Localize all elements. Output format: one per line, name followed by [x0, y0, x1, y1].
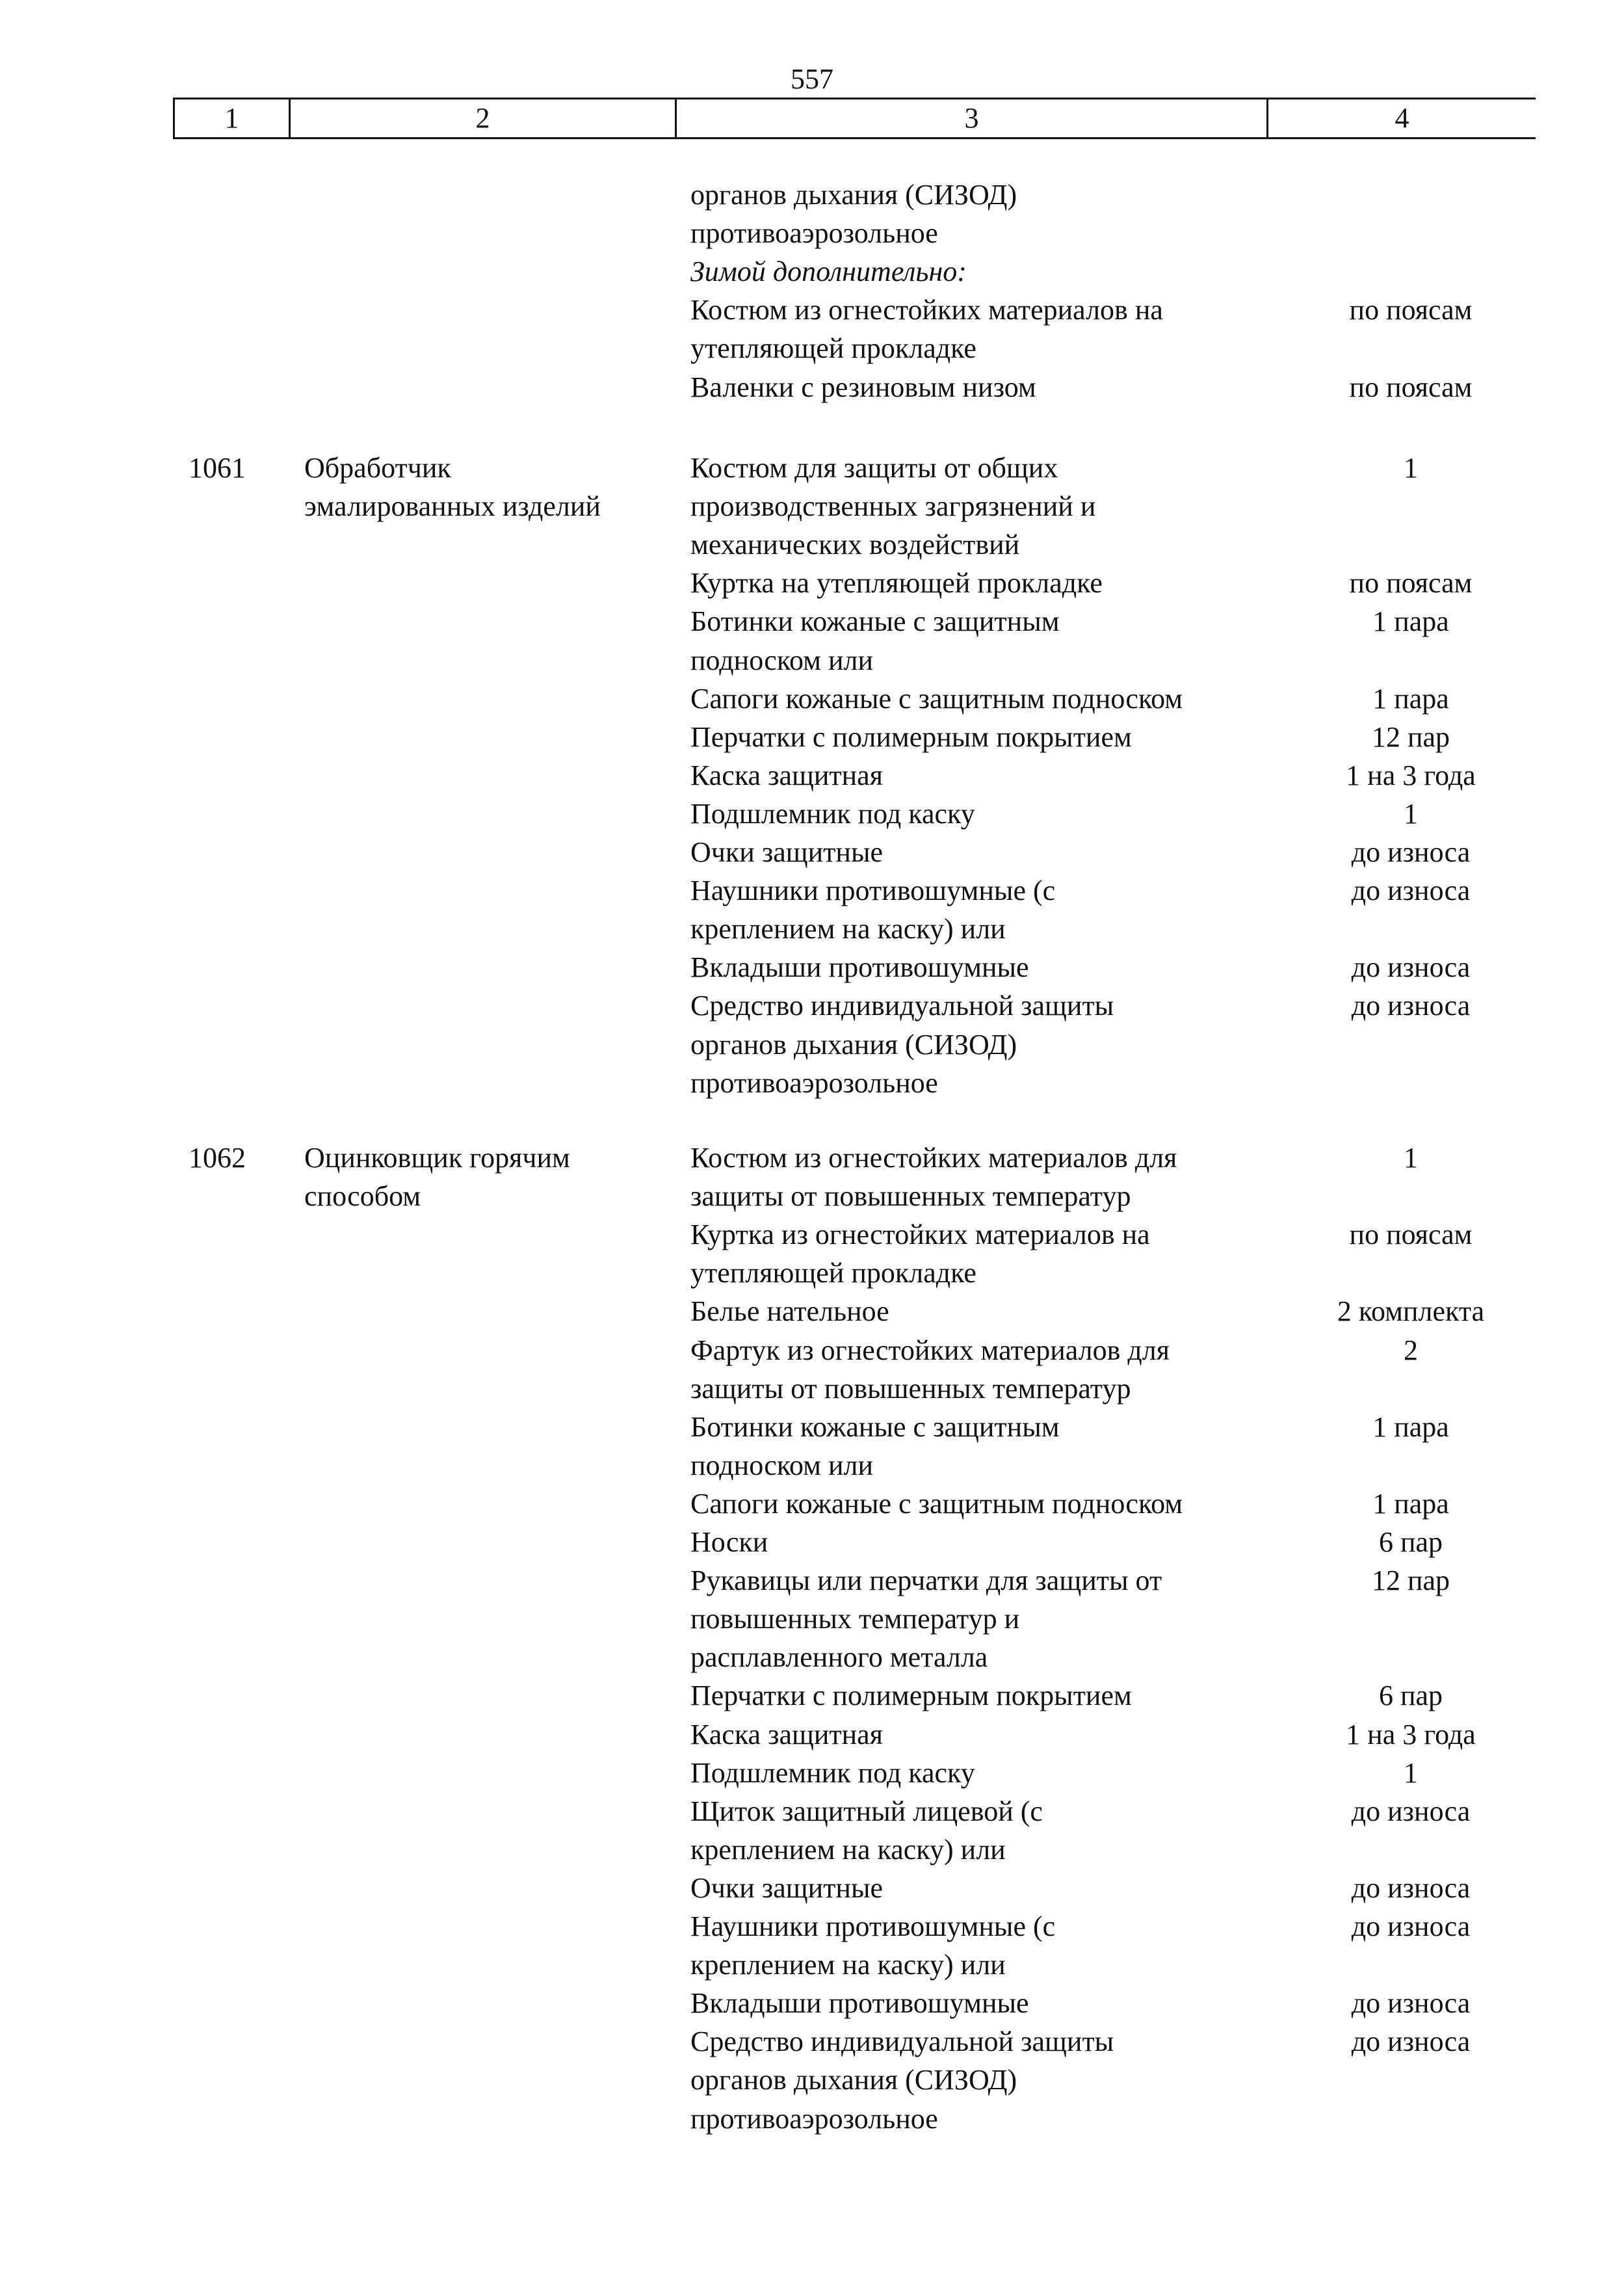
- ppe-item-line: Наушники противошумные (с: [690, 875, 1056, 907]
- ppe-item-line: повышенных температур и: [690, 1603, 1020, 1635]
- ppe-item-line: Вкладыши противошумные: [690, 951, 1029, 984]
- ppe-item-line: Фартук из огнестойких материалов для: [690, 1334, 1170, 1366]
- ppe-item-line: противоаэрозольное: [690, 217, 938, 250]
- issue-norm: до износа: [1351, 951, 1471, 984]
- ppe-item-line: Куртка из огнестойких материалов на: [690, 1219, 1150, 1251]
- ppe-item-line: Валенки с резиновым низом: [690, 371, 1036, 403]
- ppe-item-line: органов дыхания (СИЗОД): [690, 2064, 1017, 2096]
- issue-norm: до износа: [1351, 1795, 1471, 1827]
- issue-norm: 1: [1404, 797, 1418, 830]
- issue-norm: 1 на 3 года: [1346, 1718, 1476, 1750]
- issue-norm: 12 пар: [1371, 720, 1450, 753]
- issue-norm: по поясам: [1349, 371, 1473, 403]
- ppe-item-line: противоаэрозольное: [690, 2102, 938, 2135]
- ppe-item-line: Костюм из огнестойких материалов на: [690, 294, 1163, 326]
- issue-norm: 6 пар: [1378, 1526, 1443, 1558]
- issue-norm: по поясам: [1349, 567, 1473, 600]
- ppe-item-line: органов дыхания (СИЗОД): [690, 1028, 1017, 1061]
- entry-number: 1061: [189, 452, 246, 484]
- profession-name: Оцинковщик горячим: [304, 1142, 570, 1174]
- column-header-2: 2: [291, 99, 677, 137]
- ppe-item-line: Носки: [690, 1526, 768, 1558]
- ppe-item-line: подноском или: [690, 644, 874, 676]
- profession-name: эмалированных изделий: [304, 490, 601, 523]
- ppe-item-line: органов дыхания (СИЗОД): [690, 179, 1017, 211]
- ppe-item-line: Наушники противошумные (с: [690, 1910, 1056, 1942]
- issue-norm: по поясам: [1349, 1219, 1473, 1251]
- section-note: Зимой дополнительно:: [690, 256, 967, 288]
- issue-norm: до износа: [1351, 836, 1471, 868]
- ppe-item-line: механических воздействий: [690, 529, 1020, 561]
- issue-norm: 1 пара: [1372, 1410, 1449, 1443]
- ppe-item-line: Каска защитная: [690, 759, 883, 791]
- issue-norm: 1 пара: [1372, 1487, 1449, 1520]
- ppe-item-line: противоаэрозольное: [690, 1066, 938, 1099]
- issue-norm: 1 пара: [1372, 605, 1449, 638]
- issue-norm: 2 комплекта: [1337, 1295, 1485, 1328]
- ppe-item-line: Ботинки кожаные с защитным: [690, 605, 1060, 638]
- ppe-item-line: Очки защитные: [690, 836, 884, 868]
- ppe-item-line: Сапоги кожаные с защитным подноском: [690, 1487, 1183, 1520]
- issue-norm: 1: [1404, 1142, 1418, 1174]
- issue-norm: 2: [1404, 1334, 1418, 1366]
- ppe-item-line: Перчатки с полимерным покрытием: [690, 720, 1132, 753]
- ppe-item-line: Вкладыши противошумные: [690, 1987, 1029, 2020]
- issue-norm: до износа: [1351, 2025, 1471, 2058]
- issue-norm: до износа: [1351, 875, 1471, 907]
- issue-norm: до износа: [1351, 1871, 1471, 1904]
- issue-norm: 6 пар: [1378, 1680, 1443, 1712]
- ppe-item-line: производственных загрязнений и: [690, 490, 1096, 523]
- ppe-item-line: Подшлемник под каску: [690, 797, 975, 830]
- ppe-item-line: креплением на каску) или: [690, 1949, 1006, 1981]
- issue-norm: до износа: [1351, 990, 1471, 1022]
- ppe-item-line: креплением на каску) или: [690, 1833, 1006, 1866]
- page-number: 557: [791, 63, 833, 95]
- profession-name: способом: [304, 1180, 421, 1213]
- ppe-item-line: Средство индивидуальной защиты: [690, 990, 1114, 1022]
- issue-norm: 1: [1404, 1756, 1418, 1789]
- ppe-item-line: Подшлемник под каску: [690, 1756, 975, 1789]
- ppe-item-line: креплением на каску) или: [690, 913, 1006, 945]
- issue-norm: до износа: [1351, 1910, 1471, 1942]
- ppe-item-line: Очки защитные: [690, 1871, 884, 1904]
- column-header-3: 3: [677, 99, 1268, 137]
- ppe-item-line: Сапоги кожаные с защитным подноском: [690, 682, 1183, 715]
- issue-norm: 1: [1404, 452, 1418, 484]
- ppe-item-line: Перчатки с полимерным покрытием: [690, 1680, 1132, 1712]
- column-header-4: 4: [1395, 102, 1409, 134]
- entry-number: 1062: [189, 1142, 246, 1174]
- ppe-item-line: Костюм из огнестойких материалов для: [690, 1142, 1177, 1174]
- ppe-item-line: Белье нательное: [690, 1295, 889, 1328]
- ppe-item-line: утепляющей прокладке: [690, 1257, 976, 1289]
- ppe-item-line: Щиток защитный лицевой (с: [690, 1795, 1043, 1827]
- column-header-1: 1: [175, 99, 291, 137]
- profession-name: Обработчик: [304, 452, 451, 484]
- ppe-item-line: Каска защитная: [690, 1718, 883, 1750]
- issue-norm: по поясам: [1349, 294, 1473, 326]
- issue-norm: 1 на 3 года: [1346, 759, 1476, 791]
- ppe-item-line: Средство индивидуальной защиты: [690, 2025, 1114, 2058]
- issue-norm: до износа: [1351, 1987, 1471, 2020]
- issue-norm: 1 пара: [1372, 682, 1449, 715]
- ppe-item-line: защиты от повышенных температур: [690, 1372, 1131, 1405]
- ppe-item-line: подноском или: [690, 1449, 874, 1481]
- ppe-item-line: Ботинки кожаные с защитным: [690, 1410, 1060, 1443]
- ppe-item-line: Рукавицы или перчатки для защиты от: [690, 1564, 1162, 1597]
- issue-norm: 12 пар: [1371, 1564, 1450, 1597]
- ppe-item-line: Костюм для защиты от общих: [690, 452, 1058, 484]
- ppe-item-line: утепляющей прокладке: [690, 332, 976, 365]
- ppe-item-line: расплавленного металла: [690, 1641, 988, 1674]
- ppe-item-line: защиты от повышенных температур: [690, 1180, 1131, 1213]
- ppe-item-line: Куртка на утепляющей прокладке: [690, 567, 1103, 600]
